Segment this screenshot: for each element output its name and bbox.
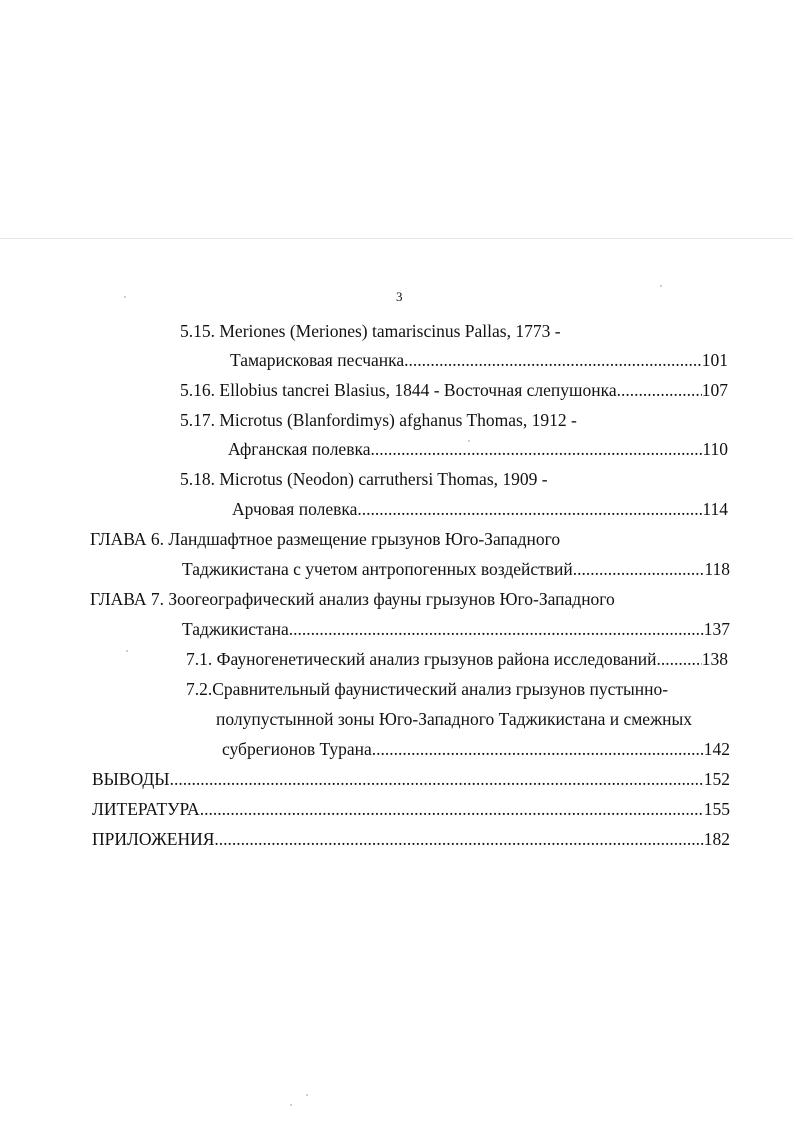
toc-entry-7-2-title-cont: [216, 708, 692, 730]
toc-page-number: 155: [703, 799, 730, 819]
dot-leader: [289, 618, 704, 640]
toc-page-number: 101: [701, 350, 728, 370]
toc-page-number: 152: [703, 769, 730, 789]
toc-chapter-7-title: [90, 588, 615, 610]
toc-entry-5-18[interactable]: [232, 498, 728, 520]
dot-leader: [617, 379, 702, 401]
dot-leader: [404, 349, 702, 371]
dot-leader: [200, 798, 704, 820]
toc-entry-text: 5.17. Microtus (Blanfordimys) afghanus Thomas, 1912 -: [180, 410, 577, 430]
toc-entry-7-1[interactable]: [186, 648, 728, 670]
toc-entry-5-15[interactable]: [230, 349, 728, 371]
toc-entry-text: 5.18. Microtus (Neodon) carruthersi Thomas, 1909 -: [180, 469, 548, 489]
toc-entry-5-16[interactable]: [180, 379, 728, 401]
toc-entry-text: ГЛАВА 6. Ландшафтное размещение грызунов Юго-Западного: [90, 529, 561, 549]
scan-speck: [290, 1104, 292, 1106]
dot-leader: [573, 558, 705, 580]
scan-speck: [468, 440, 470, 442]
toc-entry-text: Тамарисковая песчанка: [230, 350, 405, 370]
toc-entry-5-18-title: [180, 468, 548, 490]
toc-entry-text: полупустынной зоны Юго-Западного Таджикистана и смежных: [216, 709, 693, 729]
toc-entry-text: ЛИТЕРАТУРА: [92, 799, 200, 819]
toc-entry-text: Таджикистана: [182, 619, 289, 639]
toc-entry-7-2-title: [186, 678, 668, 700]
toc-page-number: 110: [702, 439, 728, 459]
toc-conclusions[interactable]: [92, 768, 730, 790]
scan-speck: [306, 1094, 308, 1096]
toc-chapter-7[interactable]: [182, 618, 730, 640]
toc-entry-text: 5.15. Meriones (Meriones) tamariscinus Pallas, 1773 -: [180, 321, 561, 341]
toc-entry-text: 7.1. Фауногенетический анализ грызунов района исследований: [186, 649, 657, 669]
toc-entry-text: 7.2.Сравнительный фаунистический анализ грызунов пустынно-: [186, 679, 669, 699]
toc-page-number: 137: [703, 619, 730, 639]
scan-speck: [126, 650, 128, 652]
toc-chapter-6[interactable]: [182, 558, 730, 580]
page-number: 3: [396, 289, 403, 304]
dot-leader: [214, 828, 703, 850]
scan-border: [0, 238, 793, 239]
scan-speck: [124, 296, 126, 298]
toc-entry-text: ВЫВОДЫ: [92, 769, 170, 789]
toc-appendices[interactable]: [92, 828, 730, 850]
toc-entry-text: Арчовая полевка: [232, 499, 358, 519]
toc-entry-5-15-title: [180, 320, 561, 342]
dot-leader: [372, 738, 704, 760]
toc-literature[interactable]: [92, 798, 730, 820]
scan-speck: [660, 285, 662, 287]
toc-page-number: 142: [703, 739, 730, 759]
toc-page-number: 138: [701, 649, 728, 669]
toc-page-number: 114: [702, 499, 728, 519]
toc-entry-text: субрегионов Турана: [222, 739, 372, 759]
toc-entry-text: ПРИЛОЖЕНИЯ: [92, 829, 215, 849]
toc-entry-7-2[interactable]: [222, 738, 730, 760]
toc-entry-text: Таджикистана с учетом антропогенных воздействий: [182, 559, 573, 579]
toc-page-number: 107: [701, 380, 728, 400]
toc-entry-5-17-title: [180, 409, 577, 431]
toc-entry-text: ГЛАВА 7. Зоогеографический анализ фауны грызунов Юго-Западного: [90, 589, 615, 609]
toc-page-number: 182: [703, 829, 730, 849]
dot-leader: [357, 498, 702, 520]
toc-entry-5-17[interactable]: [228, 438, 728, 460]
toc-entry-text: 5.16. Ellobius tancrei Blasius, 1844 - Восточная слепушонка: [180, 380, 617, 400]
toc-page-number: 118: [704, 559, 730, 579]
toc-entry-text: Афганская полевка: [228, 439, 371, 459]
dot-leader: [170, 768, 704, 790]
dot-leader: [656, 648, 701, 670]
toc-chapter-6-title: [90, 528, 560, 550]
dot-leader: [370, 438, 702, 460]
